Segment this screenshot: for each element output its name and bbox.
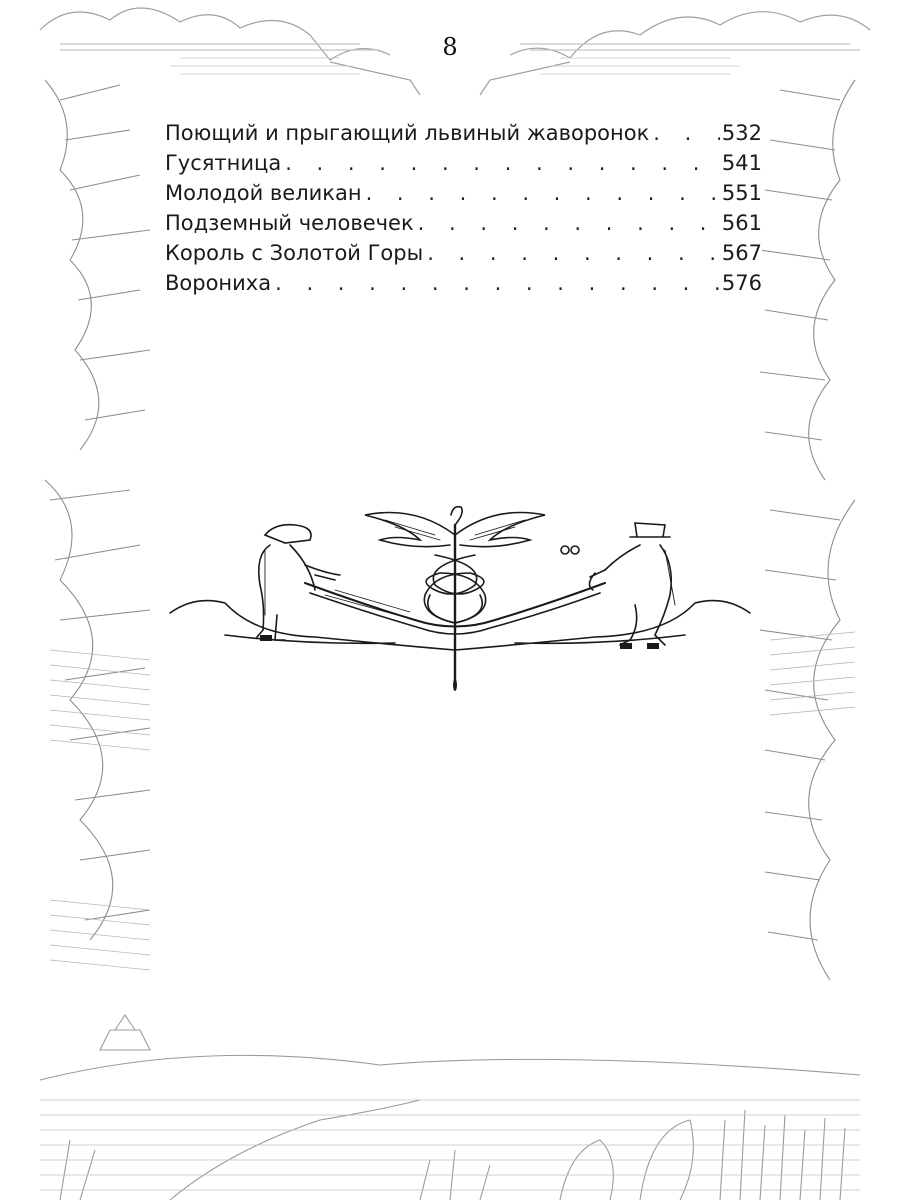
toc-entry	[165, 238, 762, 268]
toc-dot-leader	[366, 178, 720, 208]
page-number: 8	[442, 33, 458, 61]
toc-entry-page: 551	[720, 178, 762, 208]
toc-dot-leader	[653, 118, 720, 148]
toc-entry	[165, 148, 762, 178]
toc-dot-leader	[285, 148, 720, 178]
caduceus-vignette-icon	[165, 495, 755, 695]
toc-entry	[165, 178, 762, 208]
toc-entry-title: Молодой великан	[165, 178, 366, 208]
toc-dot-leader	[418, 208, 720, 238]
toc-entry-title: Король с Золотой Горы	[165, 238, 427, 268]
toc-entry-title: Ворониха	[165, 268, 275, 298]
toc-entry-title: Гусятница	[165, 148, 285, 178]
toc-entry-page: 567	[720, 238, 762, 268]
toc-entry-page: 576	[720, 268, 762, 298]
toc-entry-title: Подземный человечек	[165, 208, 418, 238]
toc-dot-leader	[275, 268, 720, 298]
toc-entry-page: 532	[720, 118, 762, 148]
toc-dot-leader	[427, 238, 720, 268]
toc-entry-page: 561	[720, 208, 762, 238]
toc-entry-title: Поющий и прыгающий львиный жаворонок	[165, 118, 653, 148]
toc-entry	[165, 208, 762, 238]
toc-entry-page: 541	[720, 148, 762, 178]
toc-entry	[165, 268, 762, 298]
toc-entry	[165, 118, 762, 148]
table-of-contents	[165, 118, 762, 298]
